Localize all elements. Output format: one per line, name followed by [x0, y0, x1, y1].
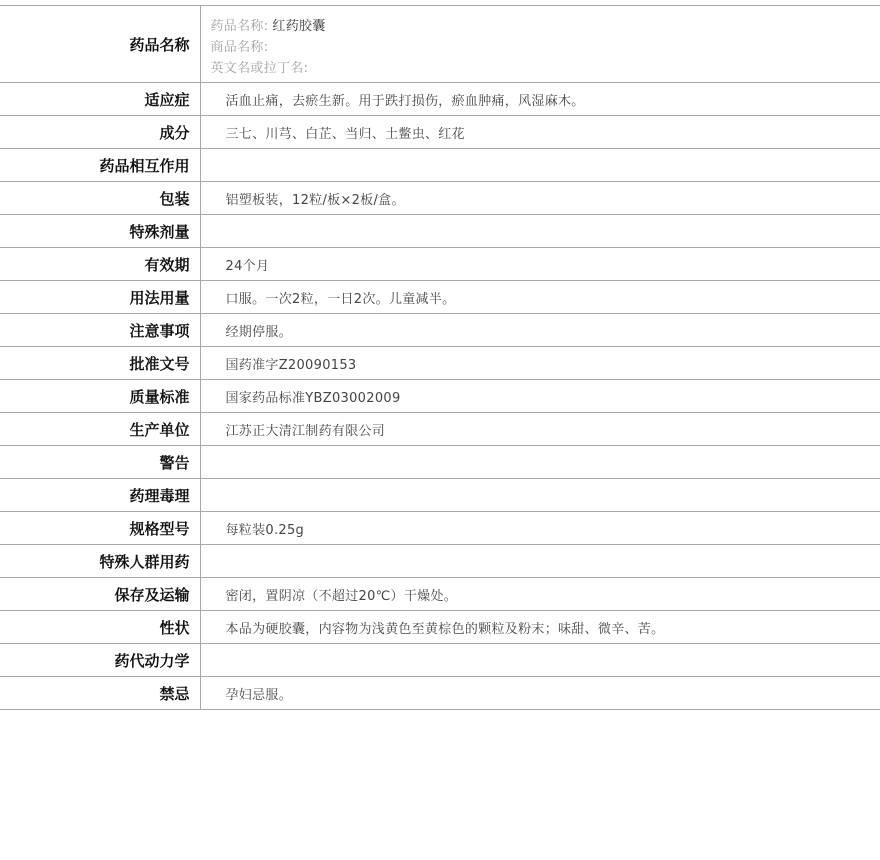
spec-row-pharmacology	[0, 479, 880, 512]
drug-spec-sheet	[0, 5, 880, 710]
spec-label: 适应症	[0, 83, 200, 116]
spec-value	[200, 446, 880, 479]
spec-label: 保存及运输	[0, 578, 200, 611]
spec-row-special-dosage	[0, 215, 880, 248]
spec-value	[200, 149, 880, 182]
spec-label: 禁忌	[0, 677, 200, 710]
spec-value: 24个月	[200, 248, 880, 281]
latin-name-line	[211, 58, 880, 79]
spec-row-drug-interactions	[0, 149, 880, 182]
spec-label: 特殊剂量	[0, 215, 200, 248]
spec-value: 活血止痛，去瘀生新。用于跌打损伤，瘀血肿痛，风湿麻木。	[200, 83, 880, 116]
spec-row-warnings	[0, 446, 880, 479]
spec-label: 包装	[0, 182, 200, 215]
spec-value: 国药准字Z20090153	[200, 347, 880, 380]
spec-label: 性状	[0, 611, 200, 644]
drug-spec-table	[0, 5, 880, 710]
spec-row-storage-transport	[0, 578, 880, 611]
spec-label: 警告	[0, 446, 200, 479]
spec-label: 质量标准	[0, 380, 200, 413]
spec-row-manufacturer	[0, 413, 880, 446]
spec-row-packaging	[0, 182, 880, 215]
spec-label: 药理毒理	[0, 479, 200, 512]
spec-row-contraindications	[0, 677, 880, 710]
spec-value: 国家药品标准YBZ03002009	[200, 380, 880, 413]
spec-row-appearance	[0, 611, 880, 644]
latin-name-key: 英文名或拉丁名:	[210, 61, 309, 76]
spec-label: 用法用量	[0, 281, 200, 314]
spec-value: 铝塑板装，12粒/板×2板/盒。	[200, 182, 880, 215]
trade-name-line	[211, 37, 880, 58]
spec-value: 江苏正大清江制药有限公司	[200, 413, 880, 446]
trade-name-key: 商品名称:	[210, 40, 269, 55]
spec-row-indications	[0, 83, 880, 116]
spec-label: 有效期	[0, 248, 200, 281]
spec-value: 每粒装0.25g	[200, 512, 880, 545]
drug-name-key: 药品名称:	[210, 19, 269, 34]
spec-row-specification	[0, 512, 880, 545]
spec-row-usage-dosage	[0, 281, 880, 314]
spec-value: 经期停服。	[200, 314, 880, 347]
spec-row-drug-name	[0, 6, 880, 83]
spec-label: 批准文号	[0, 347, 200, 380]
spec-table-body	[0, 6, 880, 710]
drug-name-block	[200, 6, 880, 83]
spec-value: 三七、川芎、白芷、当归、土鳖虫、红花	[200, 116, 880, 149]
spec-label: 注意事项	[0, 314, 200, 347]
spec-value: 密闭，置阴凉（不超过20℃）干燥处。	[200, 578, 880, 611]
spec-label: 特殊人群用药	[0, 545, 200, 578]
spec-row-precautions	[0, 314, 880, 347]
spec-label: 生产单位	[0, 413, 200, 446]
spec-label: 成分	[0, 116, 200, 149]
spec-value	[200, 215, 880, 248]
drug-name-value: 红药胶囊	[272, 19, 326, 34]
spec-label: 药品相互作用	[0, 149, 200, 182]
spec-label: 药代动力学	[0, 644, 200, 677]
spec-value: 本品为硬胶囊，内容物为浅黄色至黄棕色的颗粒及粉末；味甜、微辛、苦。	[200, 611, 880, 644]
drug-name-line	[211, 16, 880, 37]
spec-value: 口服。一次2粒，一日2次。儿童减半。	[200, 281, 880, 314]
spec-label: 药品名称	[0, 6, 200, 83]
spec-row-pharmacokinetics	[0, 644, 880, 677]
spec-value	[200, 479, 880, 512]
spec-row-quality-standard	[0, 380, 880, 413]
spec-row-special-populations	[0, 545, 880, 578]
spec-row-shelf-life	[0, 248, 880, 281]
spec-value	[200, 644, 880, 677]
spec-row-approval-number	[0, 347, 880, 380]
spec-label: 规格型号	[0, 512, 200, 545]
spec-value	[200, 545, 880, 578]
spec-row-ingredients	[0, 116, 880, 149]
spec-value: 孕妇忌服。	[200, 677, 880, 710]
